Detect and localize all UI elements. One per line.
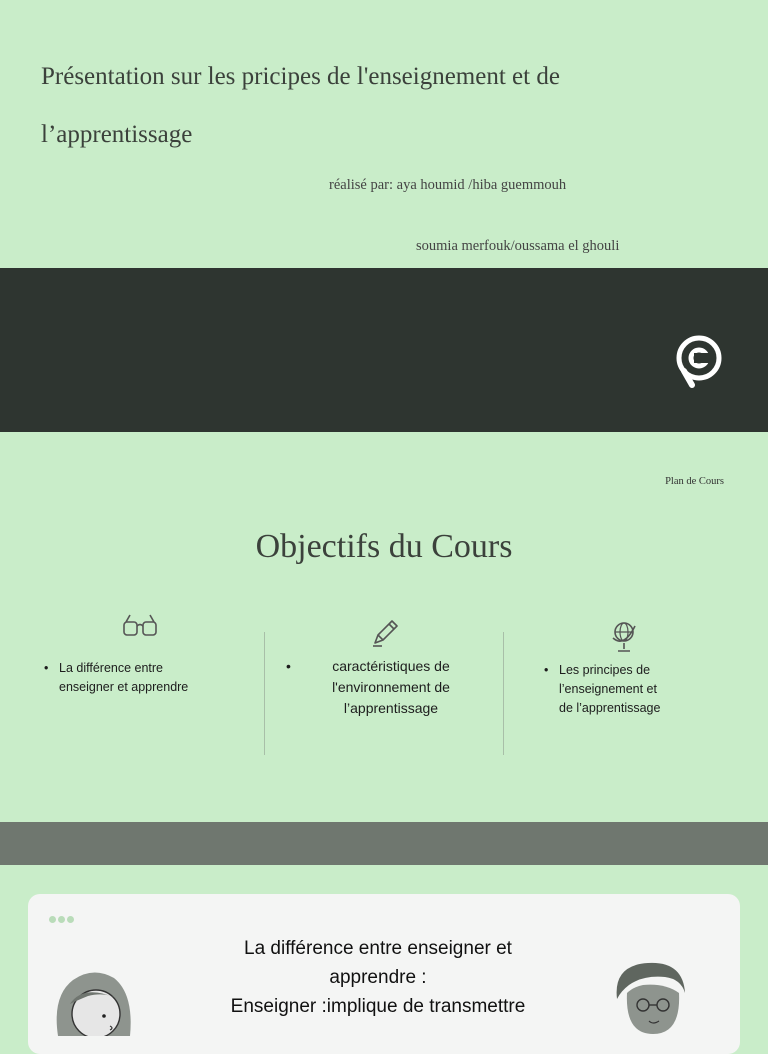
objective-line: l’apprentissage [343,700,439,716]
difference-slide [0,865,768,1024]
pencil-icon [370,618,400,648]
dark-band [0,268,768,432]
objective-line: de l’apprentissage [559,701,661,715]
globe-icon [610,618,638,654]
column-divider [264,632,265,755]
bullet-marker: • [544,663,549,677]
objectives-title: Objectifs du Cours [255,528,513,565]
gray-band [0,822,768,865]
card-text [178,934,578,1021]
plan-label: Plan de Cours [665,476,724,487]
card-text-line: La différence entre enseigner et [244,938,512,959]
column-divider [503,632,504,755]
objective-line: enseigner et apprendre [59,680,189,694]
objective-line: l'environnement de [332,679,450,695]
objective-line: l’enseignement et [559,682,657,696]
man-illustration [603,959,698,1034]
objective-item-1 [44,659,244,697]
presentation-title: Présentation sur les pricipes de l'enseignement et de l’apprentissage [41,63,560,148]
authors-line-1: réalisé par: aya houmid /hiba guemmouh [329,177,567,193]
authors-line-2: soumia merfouk/oussama el ghouli [416,238,620,254]
card-text-line: apprendre : [329,967,427,988]
bullet-marker: • [44,661,49,675]
window-dots [49,910,76,928]
objective-item-2 [286,656,496,719]
content-card [28,894,740,1054]
objective-item-3 [544,661,744,718]
title-slide [0,0,768,268]
objective-line: caractéristiques de [332,658,450,674]
woman-illustration [48,966,138,1036]
glasses-icon [122,612,158,638]
objectives-slide [0,432,768,822]
card-text-line: Enseigner :implique de transmettre [230,996,526,1017]
bullet-marker: • [286,658,291,674]
objective-line: La différence entre [59,661,164,675]
objective-line: Les principes de [559,663,651,677]
location-pin-icon [672,333,726,389]
